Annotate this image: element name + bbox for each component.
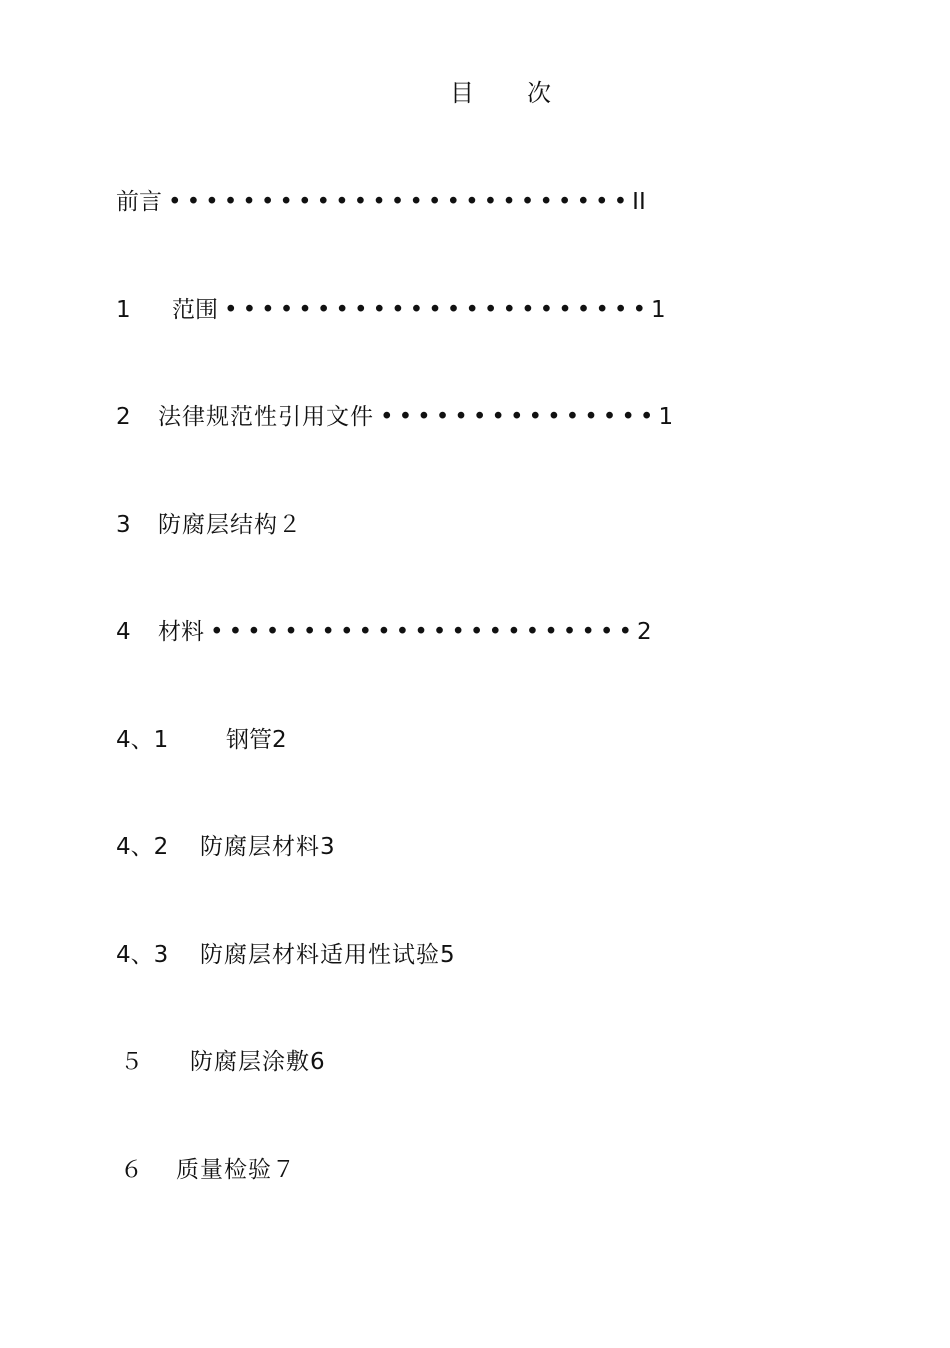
toc-entry-number: 4、2	[116, 834, 169, 860]
toc-leader-dots: •••••••••••••••••••••••••	[168, 189, 633, 215]
toc-entry-materials[interactable]	[116, 614, 652, 650]
toc-entry-label: 防腐层涂敷	[190, 1049, 310, 1075]
toc-entry-page: ２	[278, 512, 301, 538]
toc-entry-normative-references[interactable]	[116, 399, 673, 435]
toc-entry-number: 3	[116, 512, 131, 538]
toc-entry-page: 3	[320, 834, 335, 860]
title-char-2: 次	[527, 79, 551, 107]
toc-entry-label: 防腐层结构	[158, 512, 278, 538]
toc-entry-label: 防腐层材料	[200, 834, 320, 860]
title-char-1: 目	[450, 79, 474, 107]
toc-entry-page: 2	[637, 619, 652, 645]
toc-entry-page: ７	[272, 1157, 295, 1183]
toc-entry-label: 范围	[172, 297, 218, 323]
toc-entry-foreword[interactable]	[116, 184, 646, 220]
toc-entry-scope[interactable]	[116, 292, 666, 328]
toc-entry-label: 防腐层材料适用性试验	[200, 942, 440, 968]
toc-entry-page: 5	[440, 942, 455, 968]
toc-entry-coating-structure[interactable]	[116, 507, 301, 543]
toc-entry-coating-materials[interactable]	[116, 829, 335, 865]
toc-entry-steel-pipe[interactable]	[116, 722, 287, 758]
toc-entry-number: 4、3	[116, 942, 169, 968]
toc-entry-label: 钢管	[226, 727, 272, 753]
toc-entry-page: 2	[272, 727, 287, 753]
toc-entry-page: 1	[651, 297, 666, 323]
toc-entry-label: 前言	[116, 189, 162, 215]
toc-entry-number: 4	[116, 619, 131, 645]
toc-entry-material-suitability-test[interactable]	[116, 937, 455, 973]
toc-entry-label: 法律规范性引用文件	[158, 404, 374, 430]
toc-entry-coating-application[interactable]	[116, 1044, 325, 1080]
toc-entry-label: 材料	[158, 619, 204, 645]
toc-leader-dots: •••••••••••••••	[380, 404, 659, 430]
toc-entry-number: 2	[116, 404, 131, 430]
toc-entry-number: 1	[116, 297, 131, 323]
toc-entry-number: ５	[120, 1049, 143, 1075]
toc-entry-number: ６	[120, 1157, 143, 1183]
toc-entry-page: 1	[658, 404, 674, 430]
toc-entry-quality-inspection[interactable]	[116, 1152, 295, 1188]
toc-entry-label: 质量检验	[176, 1157, 272, 1183]
toc-entry-page: II	[632, 189, 646, 215]
toc-leader-dots: •••••••••••••••••••••••	[210, 619, 638, 645]
toc-leader-dots: •••••••••••••••••••••••	[224, 297, 652, 323]
toc-entry-page: 6	[310, 1049, 325, 1075]
toc-entry-number: 4、1	[116, 727, 169, 753]
